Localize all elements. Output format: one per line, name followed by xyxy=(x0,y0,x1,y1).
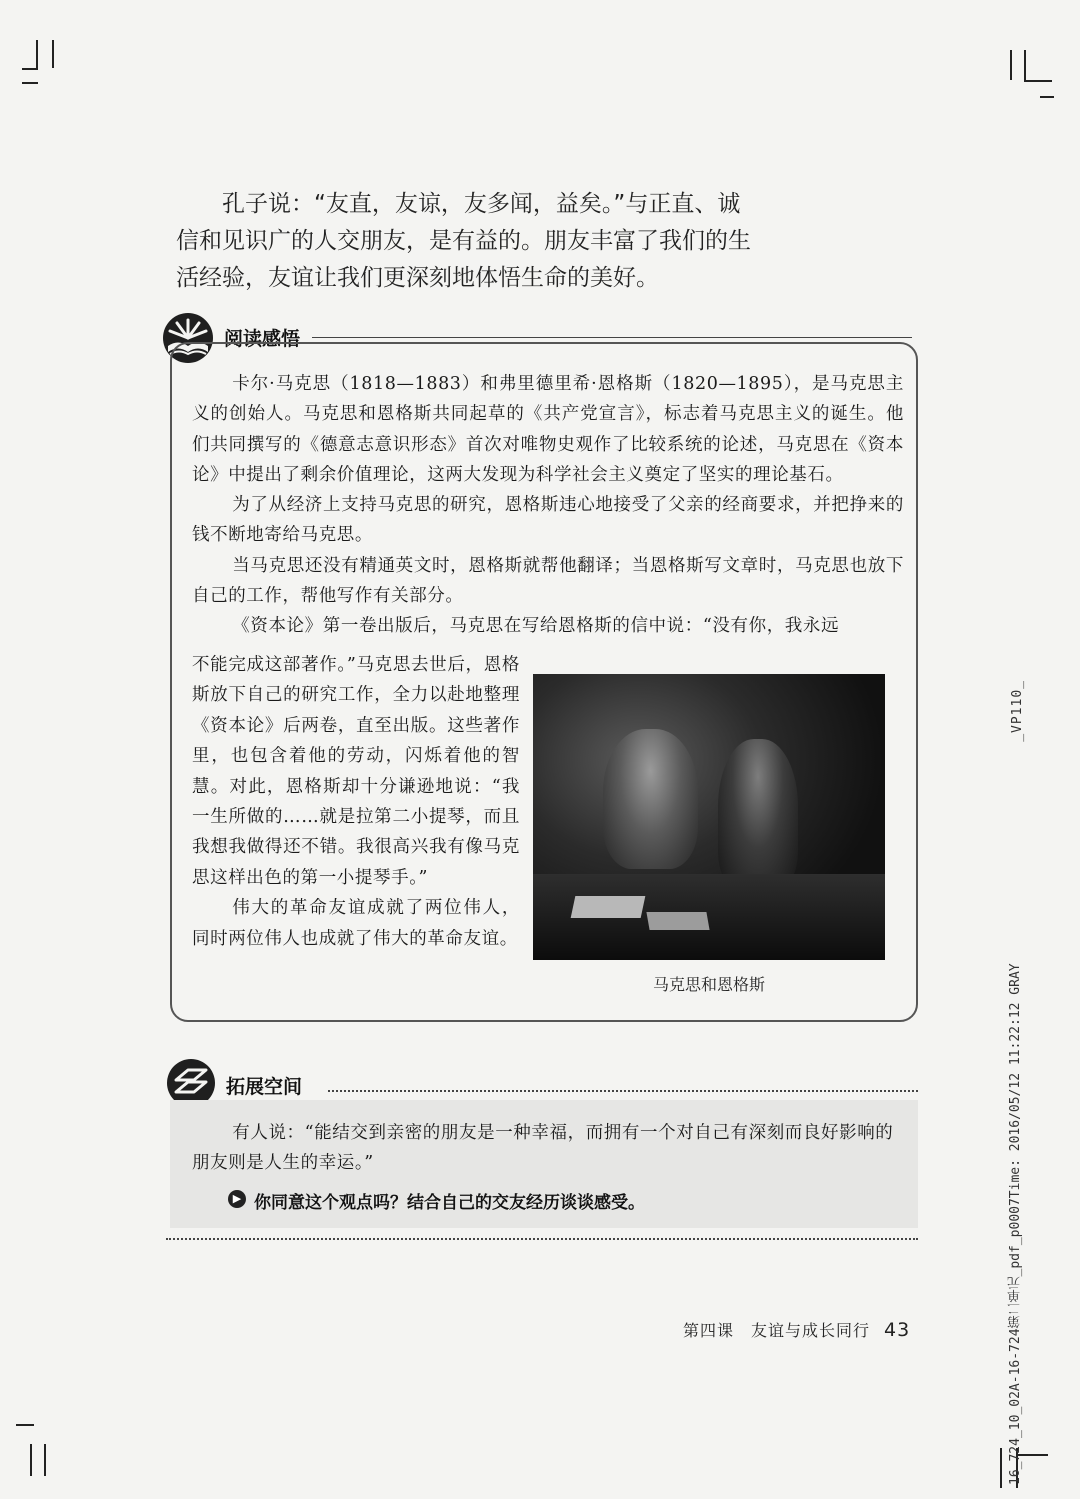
crop-mark-top-right-v2 xyxy=(1024,50,1026,80)
crop-mark-bottom-left-v2 xyxy=(44,1444,46,1476)
reading-text xyxy=(192,369,904,642)
lesson-title: 第四课 友谊与成长同行 xyxy=(683,1321,871,1340)
marx-engels-photo xyxy=(533,674,885,960)
extension-question: 你同意这个观点吗？结合自己的交友经历谈谈感受。 xyxy=(254,1193,645,1213)
crop-mark-bottom-right-v xyxy=(1000,1448,1002,1488)
photo-figure-marx xyxy=(603,729,698,869)
extension-title: 拓展空间 xyxy=(226,1076,303,1098)
crop-mark-bottom-left-v xyxy=(30,1444,32,1476)
extension-header-rule xyxy=(328,1090,918,1092)
reading-wrapped-text xyxy=(192,650,520,954)
intro-paragraph: 孔子说：“友直，友谅，友多闻，益矣。”与正直、诚信和见识广的人交朋友，是有益的。朋友丰富了我们的生活经验，友谊让我们更深刻地体悟生命的美好。 xyxy=(176,191,751,291)
extension-text xyxy=(192,1118,908,1178)
page-number: 43 xyxy=(884,1319,911,1341)
photo-figure-engels xyxy=(718,739,798,889)
photo-paper xyxy=(571,896,646,918)
margin-print-meta: 16_724_10_02A-16-724第二单元_pdf_p0007Time: 2016/05/12 11:22:12 GRAY xyxy=(1008,963,1023,1485)
crop-mark-top-right-v xyxy=(1010,50,1012,80)
photo-paper xyxy=(646,912,709,930)
extension-bottom-rule xyxy=(166,1238,918,1240)
margin-page-code: _VP110_ xyxy=(1010,680,1025,742)
reading-header-rule xyxy=(312,337,912,338)
reading-title: 阅读感悟 xyxy=(224,328,301,350)
crop-mark-top-left-v xyxy=(36,40,38,68)
crop-mark-top-left-h2 xyxy=(22,82,38,84)
intro-section xyxy=(176,186,756,297)
crop-mark-bottom-left-h xyxy=(16,1424,34,1426)
crop-mark-top-right-h xyxy=(1024,80,1052,82)
photo-caption: 马克思和恩格斯 xyxy=(652,975,765,994)
extension-paragraph: 有人说：“能结交到亲密的朋友是一种幸福，而拥有一个对自己有深刻而良好影响的朋友则是人生的幸运。” xyxy=(192,1123,894,1173)
reading-paragraph: 当马克思还没有精通英文时，恩格斯就帮他翻译；当恩格斯写文章时，马克思也放下自己的工作，帮他写作有关部分。 xyxy=(192,555,904,607)
reading-paragraph: 卡尔·马克思（1818—1883）和弗里德里希·恩格斯（1820—1895），是马克思主义的创始人。马克思和恩格斯共同起草的《共产党宣言》，标志着马克思主义的诞生。他们共同撰写的《德意志意识形态》首次对唯物史观作了比较系统的论述，马克思在《资本论》中提出了剩余价值理论，这两大发现为科学社会主义奠定了坚实的理论基石。 xyxy=(192,374,904,485)
crop-mark-top-left-v2 xyxy=(52,40,54,68)
reading-paragraph: 伟大的革命友谊成就了两位伟人，同时两位伟人也成就了伟大的革命友谊。 xyxy=(192,898,520,949)
reading-paragraph: 《资本论》第一卷出版后，马克思在写给恩格斯的信中说：“没有你，我永远 xyxy=(232,616,840,637)
reading-paragraph: 为了从经济上支持马克思的研究，恩格斯违心地接受了父亲的经商要求，并把挣来的钱不断地寄给马克思。 xyxy=(192,495,904,546)
crop-mark-top-right-h2 xyxy=(1040,96,1054,98)
crop-mark-top-left-h xyxy=(22,68,38,70)
page-footer xyxy=(683,1318,910,1341)
reading-paragraph: 不能完成这部著作。”马克思去世后，恩格斯放下自己的研究工作，全力以赴地整理《资本论》后两卷，直至出版。这些著作里，也包含着他的劳动，闪烁着他的智慧。对此，恩格斯却十分谦逊地说：“我一生所做的……就是拉第二小提琴，而且我想我做得还不错。我很高兴我有像马克思这样出色的第一小提琴手。” xyxy=(192,655,520,888)
arrow-right-icon: ▶ xyxy=(228,1190,246,1208)
